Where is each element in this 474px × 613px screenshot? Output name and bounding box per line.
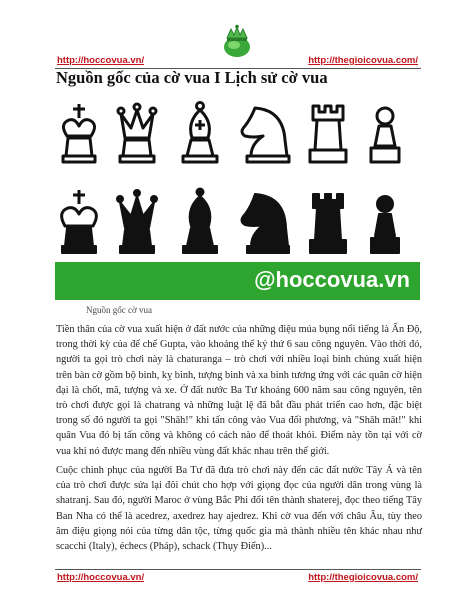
hero-brand-text: @hoccovua.vn bbox=[254, 267, 410, 292]
black-rook-icon bbox=[310, 194, 346, 253]
black-queen-icon bbox=[117, 190, 157, 253]
image-caption: Nguồn gốc cờ vua bbox=[86, 305, 152, 315]
hero-image bbox=[55, 94, 420, 300]
white-queen-icon bbox=[118, 104, 156, 162]
chess-king-crown-icon bbox=[221, 24, 253, 58]
footer-link-thegioicovua[interactable]: http://thegioicovua.com/ bbox=[308, 572, 418, 583]
paragraph: Cuộc chinh phục của người Ba Tư đã đưa trò chơi này đến các đất nước Tây Á và tên của trò chơi được sửa lại đôi chút cho hợp với giọng đọc của người dân trong vùng là shatranj. Sau đó, người Maroc ở vùng Bắc Phi đổi tên thành shaterej, đọc theo tiếng Tây Ban Nha có thể là acedrez, axedrez hay ajedrez. Khi cờ vua đến với châu Âu, tùy theo âm điệu giọng nói của từng dân tộc, từng quốc gia mà thành nhiều tên khác nhau như scacchi (Italy), échecs (Pháp), schack (Thụy Điển)... bbox=[56, 465, 422, 553]
black-bishop-icon bbox=[183, 189, 217, 254]
header-link-thegioicovua[interactable]: http://thegioicovua.com/ bbox=[308, 55, 418, 66]
white-rook-icon bbox=[310, 106, 346, 162]
black-pawn-icon bbox=[371, 196, 399, 253]
white-pawn-icon bbox=[371, 108, 399, 162]
header-link-hoccovua[interactable]: http://hoccovua.vn/ bbox=[57, 55, 145, 66]
black-knight-icon bbox=[242, 194, 290, 253]
black-king-icon bbox=[62, 190, 97, 253]
white-bishop-icon bbox=[183, 103, 217, 163]
footer-divider bbox=[55, 569, 421, 570]
white-knight-icon bbox=[242, 108, 289, 162]
white-king-icon bbox=[63, 104, 95, 162]
page-title: Nguồn gốc của cờ vua I Lịch sử cờ vua bbox=[56, 68, 328, 87]
footer-link-hoccovua[interactable]: http://hoccovua.vn/ bbox=[57, 572, 145, 583]
hero-brand-banner bbox=[55, 262, 420, 300]
paragraph: Tiền thân của cờ vua xuất hiện ở đất nước của những điệu múa bụng nổi tiếng là Ấn Độ, trong thời kỳ của đế chế Gupta, vào khoảng thế kỷ thứ 6 sau công nguyên. Vào thời đó, người ta gọi trò chơi này là chaturanga – trò chơi với nhiều loại binh chủng xuất hiện trên bàn cờ gồm bộ binh, kỵ binh, tượng binh và xa binh tương ứng với các quân cờ hiện đại là chốt, mã, tượng và xe. Ở đất nước Ba Tư khoảng 600 năm sau công nguyên, tên trò chơi được gọi là chatrang và những luật lệ đã bắt đầu phát triển cao hơn, đặc biệt trong số đó người ta gọi "Shāh!" khi tấn công vào Vua đối phương, và "Shāh māt!" khi quân Vua đó bị tấn công và không có cách nào để thoát khỏi. Điểm này tồn tại với cờ vua khi nó được mang đến nhiều vùng đất khác nhau trên thế giới. bbox=[56, 324, 422, 457]
